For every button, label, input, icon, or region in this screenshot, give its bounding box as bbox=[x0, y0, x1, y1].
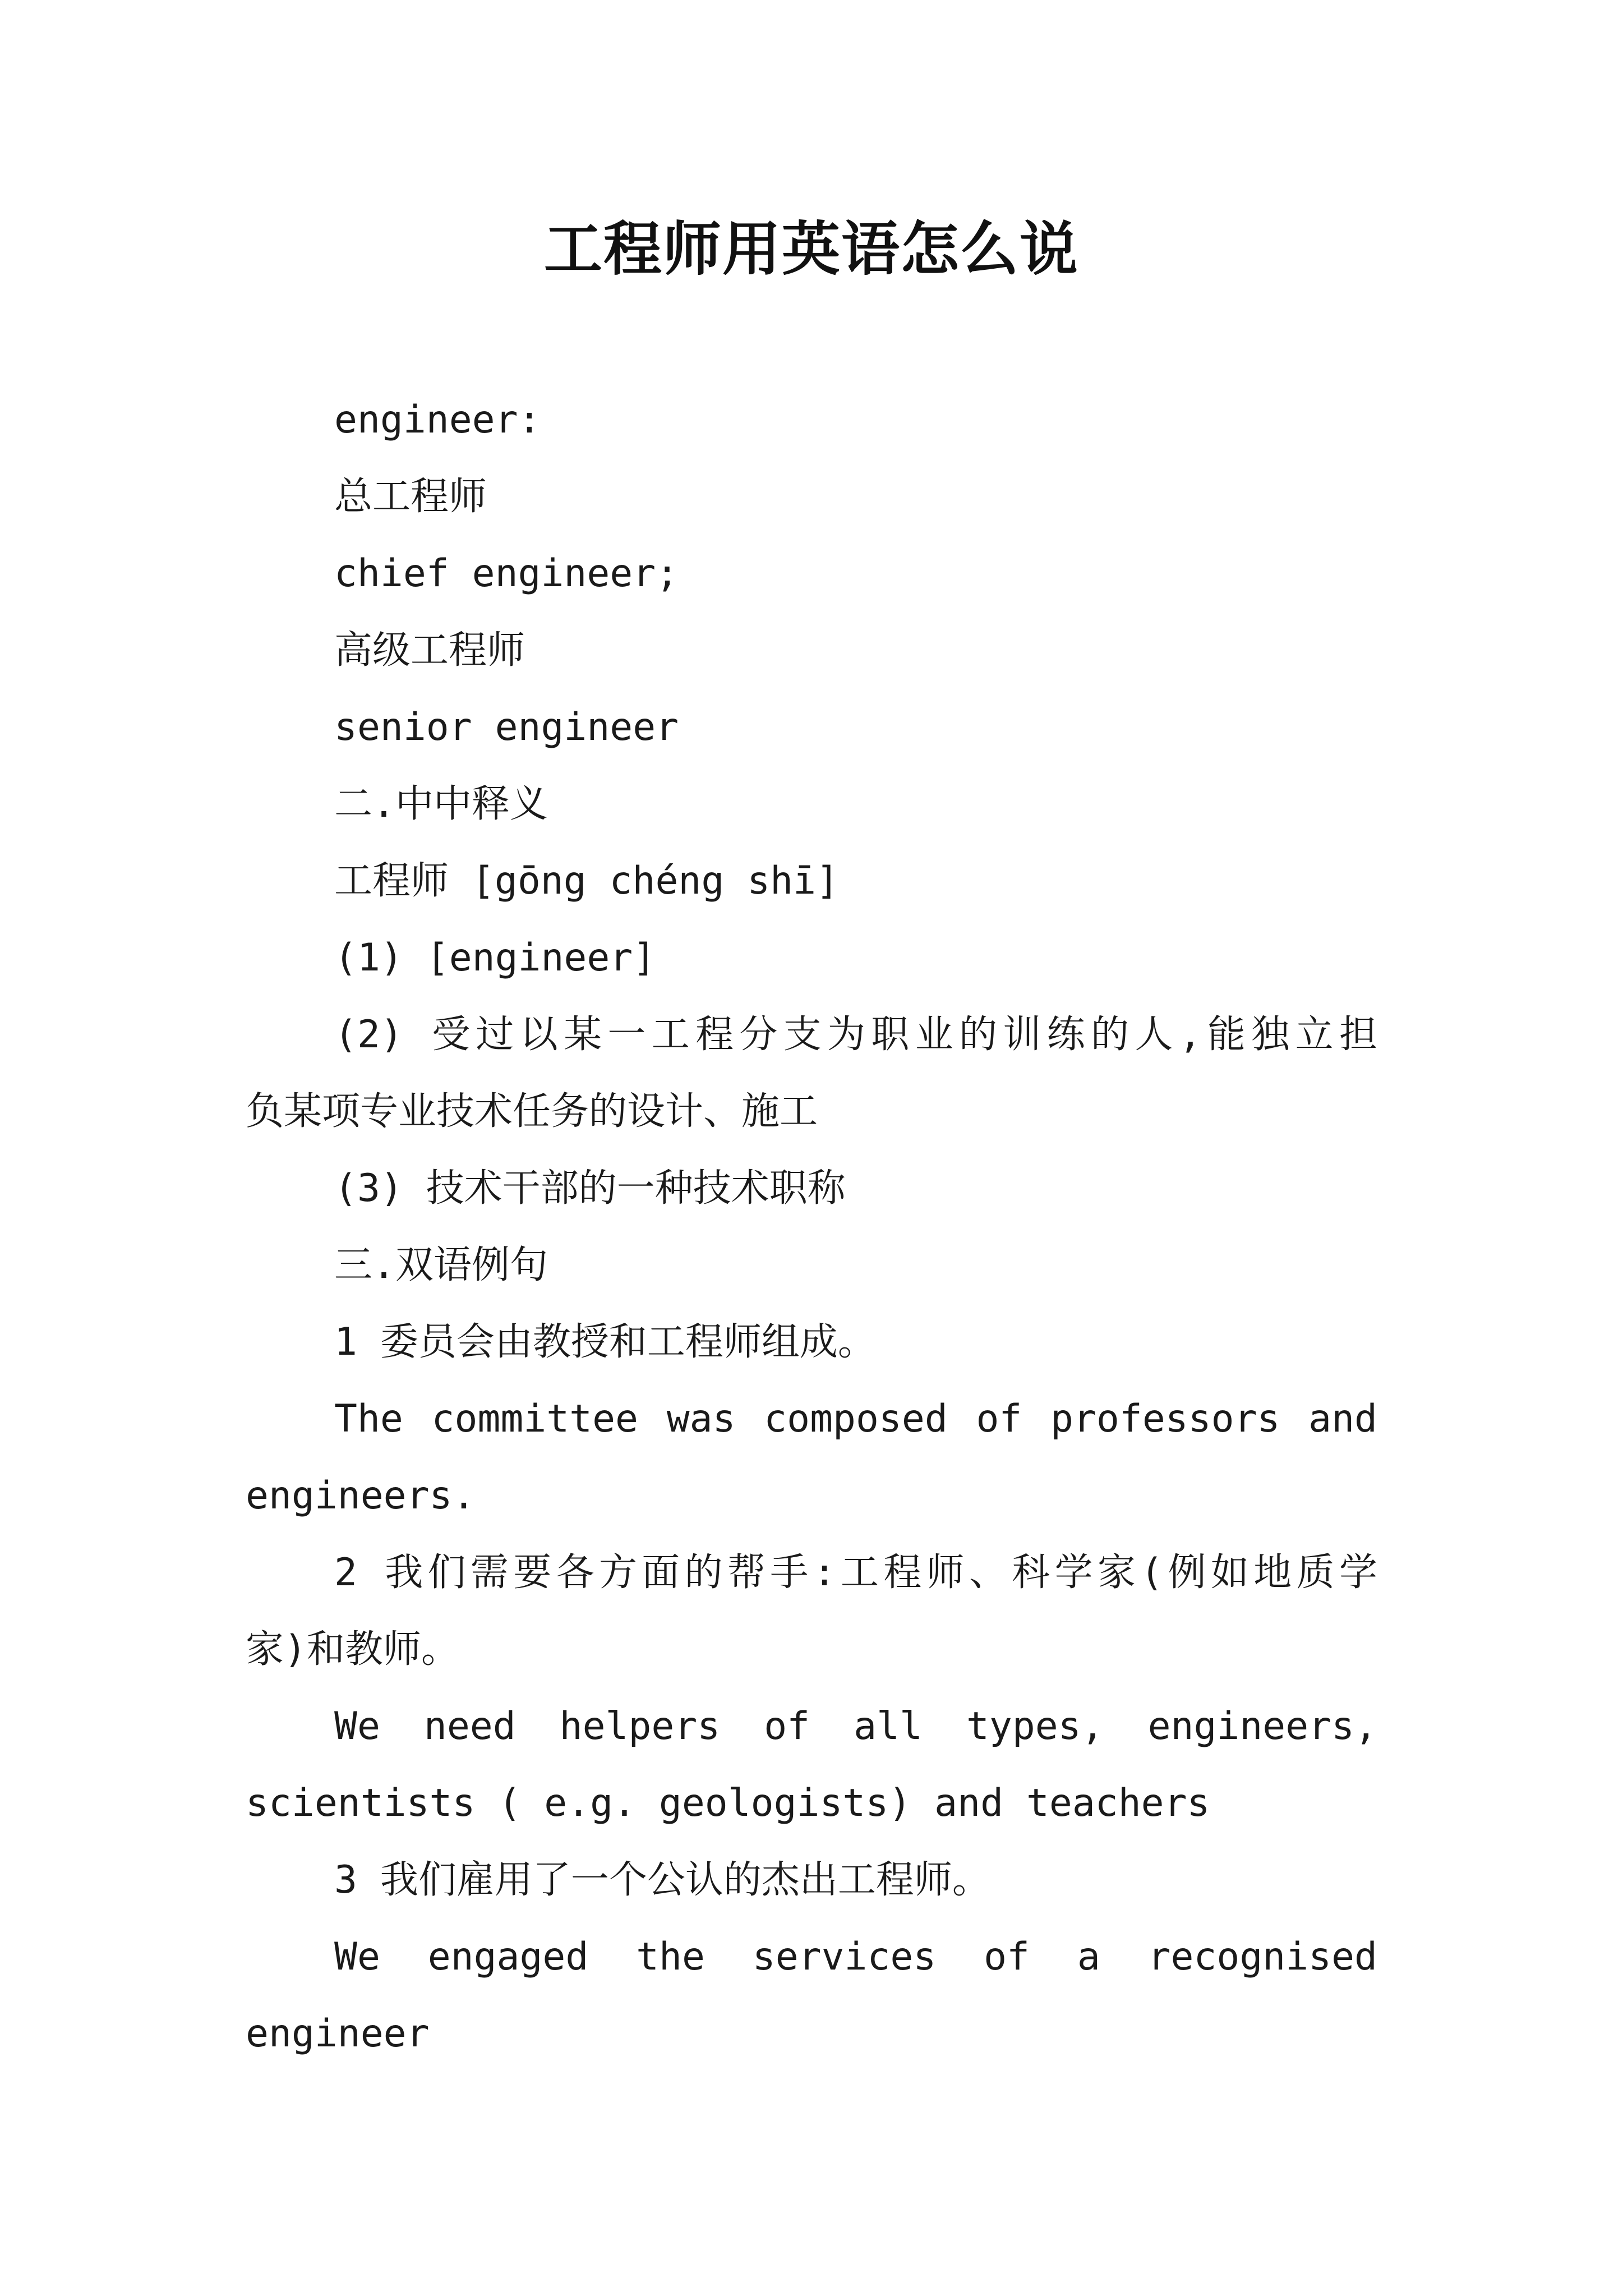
example-sentence-en: The committee was composed of professors and bbox=[334, 1397, 1377, 1441]
example-sentence-en: engineers. bbox=[246, 1474, 476, 1518]
text-line: 负某项专业技术任务的设计、施工 bbox=[246, 1089, 818, 1134]
example-sentence-en: engineer bbox=[246, 2012, 430, 2056]
text-line: (2) 受过以某一工程分支为职业的训练的人,能独立担 bbox=[334, 1013, 1377, 1057]
document-title: 工程师用英语怎么说 bbox=[543, 214, 1079, 283]
example-sentence-en: We engaged the services of a recognised bbox=[334, 1935, 1377, 1979]
example-sentence-zh: 2 我们需要各方面的帮手:工程师、科学家(例如地质学 bbox=[334, 1550, 1377, 1595]
text-line: senior engineer bbox=[334, 705, 679, 749]
text-line: engineer: bbox=[334, 398, 541, 442]
example-sentence-zh: 3 我们雇用了一个公认的杰出工程师。 bbox=[334, 1858, 990, 1902]
text-line: (1) [engineer] bbox=[334, 936, 656, 980]
example-sentence-zh: 家)和教师。 bbox=[246, 1627, 459, 1672]
section-heading: 三.双语例句 bbox=[334, 1243, 548, 1287]
text-line: 工程师 [gōng chéng shī] bbox=[334, 859, 839, 903]
text-line: 总工程师 bbox=[334, 475, 487, 519]
section-heading: 二.中中释义 bbox=[334, 782, 548, 826]
text-line: (3) 技术干部的一种技术职称 bbox=[334, 1166, 846, 1211]
text-line: chief engineer; bbox=[334, 551, 679, 596]
example-sentence-en: We need helpers of all types, engineers, bbox=[334, 1704, 1377, 1749]
text-line: 高级工程师 bbox=[334, 628, 525, 673]
example-sentence-en: scientists ( e.g. geologists) and teachers bbox=[246, 1781, 1210, 1825]
example-sentence-zh: 1 委员会由教授和工程师组成。 bbox=[334, 1320, 876, 1364]
document-body bbox=[246, 381, 1377, 2072]
